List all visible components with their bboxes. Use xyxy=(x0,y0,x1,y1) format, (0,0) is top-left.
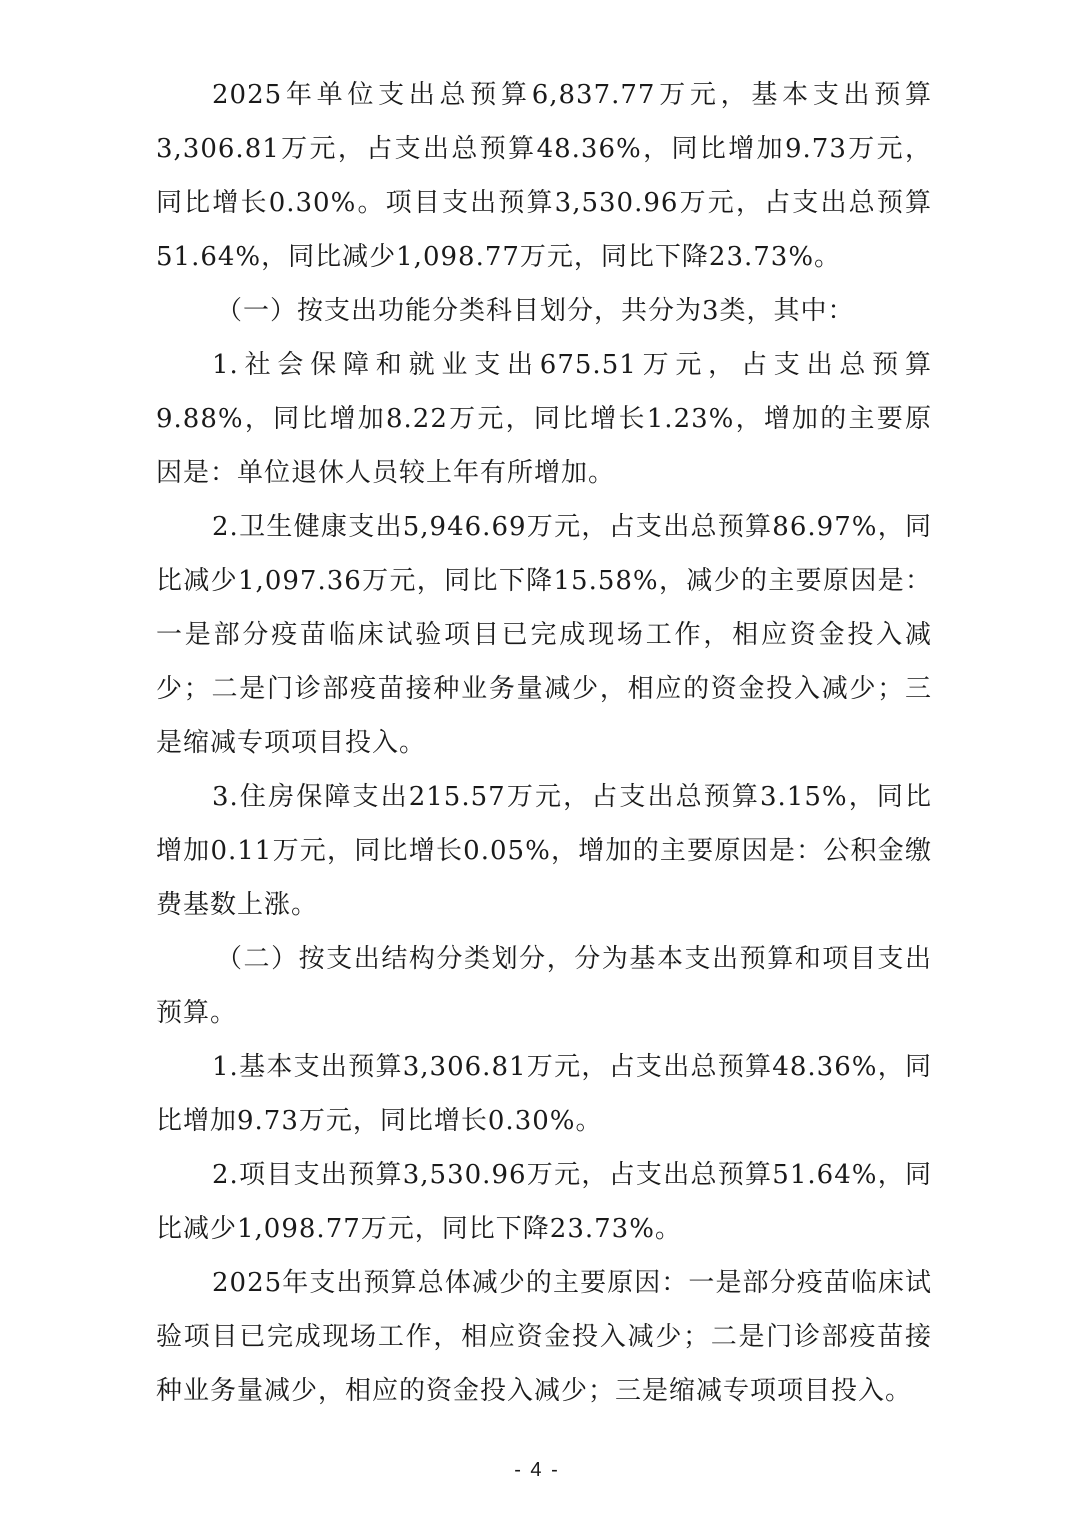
paragraph-project-expenditure: 2.项目支出预算3,530.96万元，占支出总预算51.64%，同比减少1,098.77万元，同比下降23.73%。 xyxy=(156,1160,932,1244)
heading-functional-classification: （一）按支出功能分类科目划分，共分为3类，其中： xyxy=(216,296,855,326)
page-number: - 4 - xyxy=(514,1459,560,1481)
paragraph-social-security: 1.社会保障和就业支出675.51万元，占支出总预算9.88%，同比增加8.22万元，同比增长1.23%，增加的主要原因是：单位退休人员较上年有所增加。 xyxy=(156,350,932,488)
paragraph-decrease-reasons: 2025年支出预算总体减少的主要原因：一是部分疫苗临床试验项目已完成现场工作，相应资金投入减少；二是门诊部疫苗接种业务量减少，相应的资金投入减少；三是缩减专项项目投入。 xyxy=(156,1268,932,1406)
heading-structural-classification: （二）按支出结构分类划分，分为基本支出预算和项目支出预算。 xyxy=(156,944,932,1028)
paragraph-housing: 3.住房保障支出215.57万元，占支出总预算3.15%，同比增加0.11万元，同比增长0.05%，增加的主要原因是：公积金缴费基数上涨。 xyxy=(156,782,932,920)
document-body xyxy=(156,68,932,1418)
paragraph-health: 2.卫生健康支出5,946.69万元，占支出总预算86.97%，同比减少1,097.36万元，同比下降15.58%，减少的主要原因是：一是部分疫苗临床试验项目已完成现场工作，相应资金投入减少；二是门诊部疫苗接种业务量减少，相应的资金投入减少；三是缩减专项项目投入。 xyxy=(156,512,932,758)
paragraph-basic-expenditure: 1.基本支出预算3,306.81万元，占支出总预算48.36%，同比增加9.73万元，同比增长0.30%。 xyxy=(156,1052,932,1136)
paragraph-budget-summary: 2025年单位支出总预算6,837.77万元，基本支出预算3,306.81万元，占支出总预算48.36%，同比增加9.73万元，同比增长0.30%。项目支出预算3,530.96万元，占支出总预算51.64%，同比减少1,098.77万元，同比下降23.73%。 xyxy=(156,80,932,272)
